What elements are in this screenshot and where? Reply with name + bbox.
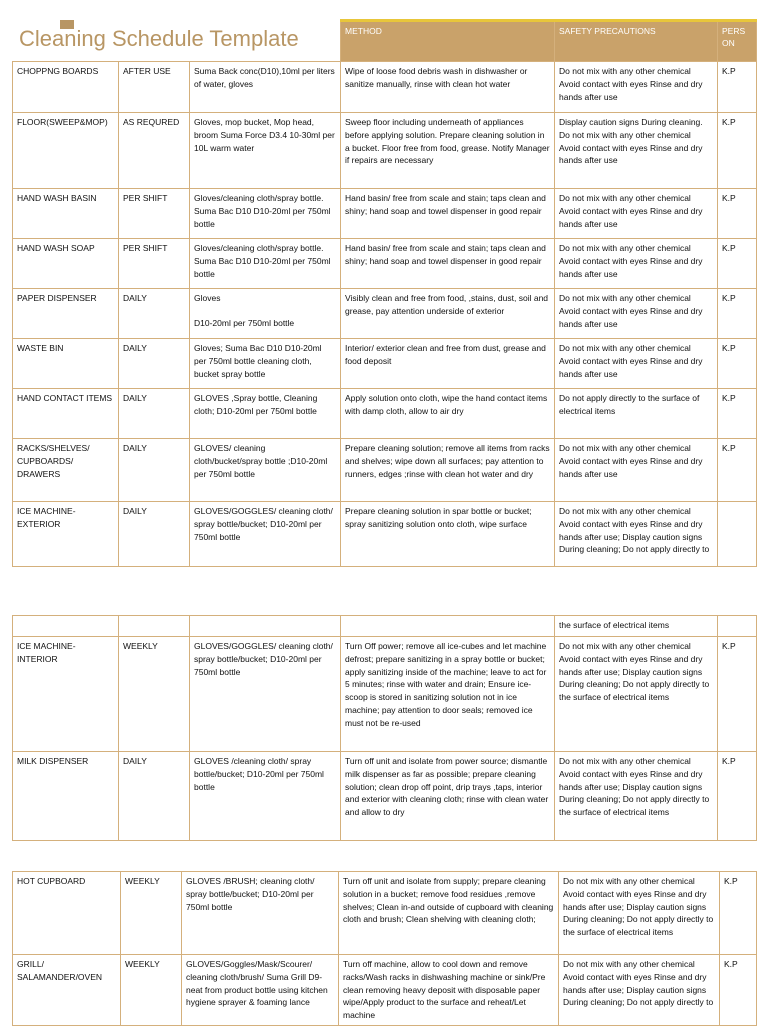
safety-cell: Do not mix with any other chemical Avoid contact with eyes Rinse and dry hands after use bbox=[555, 189, 718, 239]
materials-cell: Gloves/cleaning cloth/spray bottle. Suma Bac D10 D10-20ml per 750ml bottle bbox=[190, 189, 341, 239]
table-row bbox=[13, 502, 757, 567]
materials-cell bbox=[190, 289, 341, 339]
method-cell: Turn off unit and isolate from power source; dismantle milk dispenser as far as possible; prepare cleaning solution; clean drop off point, drip trays ,taps, interior and exterior with cleaning cloth; rinse with clean water and allow to dry bbox=[341, 752, 555, 841]
item-cell: RACKS/SHELVES/ CUPBOARDS/ DRAWERS bbox=[13, 439, 119, 502]
header-method: METHOD bbox=[341, 21, 555, 62]
person-cell: K.P bbox=[718, 339, 757, 389]
person-cell bbox=[718, 502, 757, 567]
person-cell: K.P bbox=[718, 637, 757, 752]
frequency-cell: PER SHIFT bbox=[119, 239, 190, 289]
person-cell: K.P bbox=[720, 872, 757, 955]
frequency-cell: DAILY bbox=[119, 289, 190, 339]
frequency-cell: PER SHIFT bbox=[119, 189, 190, 239]
item-cell: PAPER DISPENSER bbox=[13, 289, 119, 339]
method-cell: Hand basin/ free from scale and stain; taps clean and shiny; hand soap and towel dispenser in good repair bbox=[341, 239, 555, 289]
schedule-table-page1 bbox=[12, 19, 757, 567]
item-cell: HAND CONTACT ITEMS bbox=[13, 389, 119, 439]
method-cell: Sweep floor including underneath of appliances before applying solution. Prepare cleaning solution in a bucket. Floor free from food, grease. Notify Manager if repairs are necessary bbox=[341, 113, 555, 189]
item-cell: HAND WASH SOAP bbox=[13, 239, 119, 289]
table-row bbox=[13, 289, 757, 339]
frequency-cell: WEEKLY bbox=[121, 955, 182, 1026]
schedule-table-page2 bbox=[12, 615, 757, 841]
frequency-cell: DAILY bbox=[119, 502, 190, 567]
safety-cell: Do not mix with any other chemical Avoid contact with eyes Rinse and dry hands after use bbox=[555, 239, 718, 289]
person-cell bbox=[718, 616, 757, 637]
person-cell: K.P bbox=[718, 189, 757, 239]
table-row bbox=[13, 189, 757, 239]
materials-cell: GLOVES /BRUSH; cleaning cloth/ spray bottle/bucket; D10-20ml per 750ml bottle bbox=[182, 872, 339, 955]
item-cell: FLOOR(SWEEP&MOP) bbox=[13, 113, 119, 189]
materials-cell: GLOVES/GOGGLES/ cleaning cloth/ spray bottle/bucket; D10-20ml per 750ml bottle bbox=[190, 637, 341, 752]
frequency-cell: DAILY bbox=[119, 752, 190, 841]
method-cell: Interior/ exterior clean and free from dust, grease and food deposit bbox=[341, 339, 555, 389]
item-cell: CHOPPNG BOARDS bbox=[13, 62, 119, 113]
method-cell: Turn off unit and isolate from supply; prepare cleaning solution in a bucket; remove food residues ,remove shelves; Clean in-and outside of cupboard with cleaning cloth and brush; Clean shelving with cleaning cloth; bbox=[339, 872, 559, 955]
table-row bbox=[13, 239, 757, 289]
method-cell: Visibly clean and free from food, ,stains, dust, soil and grease, pay attention underside of exterior bbox=[341, 289, 555, 339]
safety-cell: Do not mix with any other chemical Avoid contact with eyes Rinse and dry hands after use; Display caution signs During cleaning; Do not apply directly to the surface of electrical items bbox=[555, 752, 718, 841]
frequency-cell: DAILY bbox=[119, 439, 190, 502]
frequency-cell: WEEKLY bbox=[121, 872, 182, 955]
table-row-carryover bbox=[13, 616, 757, 637]
person-cell: K.P bbox=[718, 113, 757, 189]
materials-cell bbox=[190, 616, 341, 637]
schedule-table-page3 bbox=[12, 871, 757, 1026]
safety-cell: Do not mix with any other chemical Avoid contact with eyes Rinse and dry hands after use bbox=[555, 289, 718, 339]
item-cell: GRILL/ SALAMANDER/OVEN bbox=[13, 955, 121, 1026]
method-cell: Turn off machine, allow to cool down and remove racks/Wash racks in dishwashing machine or sink/Pre clean removing heavy deposit with disposable paper wipe/Apply product to the surface and reheat/Let machine bbox=[339, 955, 559, 1026]
item-cell: ICE MACHINE-INTERIOR bbox=[13, 637, 119, 752]
materials-cell: GLOVES ,Spray bottle, Cleaning cloth; D10-20ml per 750ml bottle bbox=[190, 389, 341, 439]
person-cell: K.P bbox=[718, 239, 757, 289]
item-cell bbox=[13, 616, 119, 637]
frequency-cell: WEEKLY bbox=[119, 637, 190, 752]
table-row bbox=[13, 339, 757, 389]
item-cell: MILK DISPENSER bbox=[13, 752, 119, 841]
table-row bbox=[13, 389, 757, 439]
safety-cell: Display caution signs During cleaning. Do not mix with any other chemical Avoid contact with eyes Rinse and dry hands after use bbox=[555, 113, 718, 189]
materials-cell: Gloves, mop bucket, Mop head, broom Suma Force D3.4 10-30ml per 10L warm water bbox=[190, 113, 341, 189]
safety-cell: Do not mix with any other chemical Avoid contact with eyes Rinse and dry hands after use; Display caution signs During cleaning; Do not apply directly to bbox=[555, 502, 718, 567]
materials-cell: GLOVES/ cleaning cloth/bucket/spray bottle ;D10-20ml per 750ml bottle bbox=[190, 439, 341, 502]
safety-cell: Do not mix with any other chemical Avoid contact with eyes Rinse and dry hands after use; Display caution signs During cleaning; Do not apply directly to the surface of electrical items bbox=[555, 637, 718, 752]
table-row bbox=[13, 62, 757, 113]
method-cell: Prepare cleaning solution; remove all items from racks and shelves; wipe down all surfaces; pay attention to runners, edges ;rinse with clean hot water and dry bbox=[341, 439, 555, 502]
frequency-cell: DAILY bbox=[119, 339, 190, 389]
item-cell: WASTE BIN bbox=[13, 339, 119, 389]
table-row bbox=[13, 752, 757, 841]
materials-cell: GLOVES/GOGGLES/ cleaning cloth/ spray bottle/bucket; D10-20ml per 750ml bottle bbox=[190, 502, 341, 567]
materials-cell: Gloves/cleaning cloth/spray bottle. Suma Bac D10 D10-20ml per 750ml bottle bbox=[190, 239, 341, 289]
safety-cell: Do not mix with any other chemical Avoid contact with eyes Rinse and dry hands after use bbox=[555, 339, 718, 389]
header-person: PERS ON bbox=[718, 21, 757, 62]
person-cell: K.P bbox=[718, 289, 757, 339]
person-cell: K.P bbox=[718, 439, 757, 502]
materials-cell: Gloves; Suma Bac D10 D10-20ml per 750ml bottle cleaning cloth, bucket spray bottle bbox=[190, 339, 341, 389]
table-row bbox=[13, 955, 757, 1026]
item-cell: HOT CUPBOARD bbox=[13, 872, 121, 955]
person-cell: K.P bbox=[718, 752, 757, 841]
item-cell: ICE MACHINE-EXTERIOR bbox=[13, 502, 119, 567]
method-cell: Prepare cleaning solution in spar bottle or bucket; spray sanitizing solution onto cloth, wipe surface bbox=[341, 502, 555, 567]
person-cell: K.P bbox=[718, 62, 757, 113]
materials-cell: Suma Back conc(D10),10ml per liters of water, gloves bbox=[190, 62, 341, 113]
safety-cell: Do not apply directly to the surface of electrical items bbox=[555, 389, 718, 439]
person-cell: K.P bbox=[720, 955, 757, 1026]
frequency-cell: DAILY bbox=[119, 389, 190, 439]
table-row bbox=[13, 872, 757, 955]
safety-cell: the surface of electrical items bbox=[555, 616, 718, 637]
item-cell: HAND WASH BASIN bbox=[13, 189, 119, 239]
method-cell bbox=[341, 616, 555, 637]
frequency-cell bbox=[119, 616, 190, 637]
header-safety: SAFETY PRECAUTIONS bbox=[555, 21, 718, 62]
safety-cell: Do not mix with any other chemical Avoid contact with eyes Rinse and dry hands after use bbox=[555, 439, 718, 502]
person-cell: K.P bbox=[718, 389, 757, 439]
page-title: Cleaning Schedule Template bbox=[19, 26, 299, 51]
safety-cell: Do not mix with any other chemical Avoid contact with eyes Rinse and dry hands after use; Display caution signs During cleaning; Do not apply directly to the surface of electrical items bbox=[559, 872, 720, 955]
method-cell: Apply solution onto cloth, wipe the hand contact items with damp cloth, allow to air dry bbox=[341, 389, 555, 439]
safety-cell: Do not mix with any other chemical Avoid contact with eyes Rinse and dry hands after use; Display caution signs During cleaning; Do not apply directly to bbox=[559, 955, 720, 1026]
method-cell: Wipe of loose food debris wash in dishwasher or sanitize manually, rinse with clean hot water bbox=[341, 62, 555, 113]
method-cell: Hand basin/ free from scale and stain; taps clean and shiny; hand soap and towel dispenser in good repair bbox=[341, 189, 555, 239]
method-cell: Turn Off power; remove all ice-cubes and let machine defrost; prepare sanitizing in a spray bottle or bucket; apply sanitizing inside of the machine; leave to act for 5 minutes; rinse with water and drain; Ensure ice-scoop is stored in sanitizing solution not in ice machine; pay attention to door seals; removed ice must not be re-used bbox=[341, 637, 555, 752]
table-row bbox=[13, 113, 757, 189]
materials-line-2: D10-20ml per 750ml bottle bbox=[194, 317, 295, 328]
materials-cell: GLOVES/Goggles/Mask/Scourer/ cleaning cloth/brush/ Suma Grill D9-neat from product bottle using kitchen hygiene sprayer & foaming lance bbox=[182, 955, 339, 1026]
table-row bbox=[13, 637, 757, 752]
frequency-cell: AFTER USE bbox=[119, 62, 190, 113]
frequency-cell: AS REQURED bbox=[119, 113, 190, 189]
table-row bbox=[13, 439, 757, 502]
materials-cell: GLOVES /cleaning cloth/ spray bottle/bucket; D10-20ml per 750ml bottle bbox=[190, 752, 341, 841]
materials-line-1: Gloves bbox=[194, 293, 221, 303]
safety-cell: Do not mix with any other chemical Avoid contact with eyes Rinse and dry hands after use bbox=[555, 62, 718, 113]
